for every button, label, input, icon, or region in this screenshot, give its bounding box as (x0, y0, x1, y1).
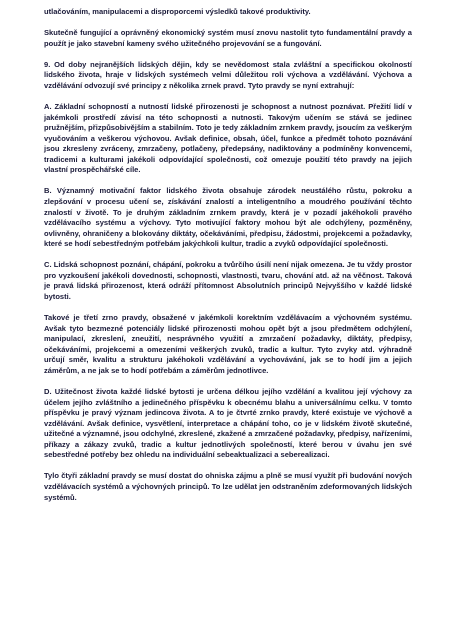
document-page (44, 7, 412, 514)
paragraph-economic-system: Skutečně fungující a oprávněný ekonomický systém musí znovu nastolit tyto fundamentální pravdy a použít je jako stavební kameny svého užitečného projevování se a fungování. (44, 28, 412, 48)
paragraph-point-b: B. Významný motivační faktor lidského života obsahuje zárodek neustálého růstu, pokroku a zlepšování v procesu učení se, získávání znalostí a inteligentního a moudrého používání těchto znalostí v životě. To je druhým základním zrnkem pravdy, která je v pozadí jakéhokoli pravého vzdělávacího systému a výchovy. Tyto motivující faktory mohou být ale odchýleny, pozměněny, ovlivněny, ohraničeny a blokovány diktáty, očekáváními, předpisu, žádostmi, projekcemi a požadavky, které se hodí sebestředným potřebám jakýchkoli kultur, tradic a zvyků odpovídající společnosti. (44, 186, 412, 249)
paragraph-point-d: D. Užitečnost života každé lidské bytosti je určena délkou jejího vzdělání a kvalitou její výchovy za účelem jejího zvláštního a jedinečného příspěvku k obecnému blahu a universálnímu celku. V tomto příspěvku je pravý význam jedincova života. A to je čtvrté zrnko pravdy, které existuje ve výchově a vzdělávání. Avšak definice, vysvětlení, interpretace a chápání toho, co je v lidském životě skutečné, užitečné a významné, jsou odchylné, zkreslené, zkažené a zmrzačené požadavky, předpisy, nařízeními, příkazy a zákazy zvuků, tradic a kultur jednotlivých společností, které berou v úvahu jen své sebestředné potřeby bez ohledu na individuální sebeaktualizaci a seberealizaci. (44, 387, 412, 460)
paragraph-point-9: 9. Od doby nejranějších lidských dějin, kdy se nevědomost stala zvláštní a specifickou okolností lidského života, hraje v lidských systémech velmi důležitou roli výchova a vzdělávání. Výchova a vzdělávání odvozují své principy z několika zrnek pravd. Tyto pravdy se nyní extrahují: (44, 59, 412, 90)
paragraph-continuation: utlačováním, manipulacemi a disproporcemi výsledků takové produktivity. (44, 7, 311, 16)
paragraph-point-c: C. Lidská schopnost poznání, chápání, pokroku a tvůrčího úsilí není nijak omezena. Je tu vždy prostor pro vyzkoušení jakékoli dovednosti, schopnosti, vlastnosti, tvaru, chování atd. až na věčnost. Taková je pravá lidská přirozenost, která odráží přítomnost Absolutních principů Nejvyššího v každé lidské bytosti. (44, 260, 412, 301)
paragraph-conclusion: Tylo čtyři základní pravdy se musí dostat do ohniska zájmu a plně se musí využít při budování nových vzdělávacích systémů a výchovných principů. To lze udělat jen odstraněním zdeformovaných lidských systémů. (44, 471, 412, 502)
paragraph-point-a: A. Základní schopností a nutností lidské přirozenosti je schopnost a nutnost poznávat. Přežití lidí v jakémkoli prostředí závisí na této schopnosti a nutnosti. Takovým učením se stává se jedinec pružnějším, přizpůsobivějším a stabilním. Toto je tedy základním zrnkem pravdy, jsoucím za veškerým vyučováním a veškerou výchovou. Avšak definice, obsah, účel, funkce a předmět tohoto poznávání jsou zkresleny zvráceny, zmrzačeny, potlačeny, předepsány, nadiktovány a podmíněny konvencemi, tradicemi a kulturami jakékoli odpovídající společnosti, což omezuje použití této pravdy na jejich vlastní prospěchářské cíle. (44, 102, 412, 175)
paragraph-third-truth: Takové je třetí zrno pravdy, obsažené v jakémkoli korektním vzdělávacím a výchovném systému. Avšak tyto bezmezné potenciály lidské přirozenosti mohou opět být a jsou předmětem odchýlení, manipulací, zkreslení, zneužití, nesprávného využití a zmrzačení požadavky, diktáty, předpisy, očekáváními, projekcemi a omezeními veškerých zvuků, tradic a kultur. Tyto zvyky atd. výhradně určují směr, kvalitu a strukturu jakéhokoli vzdělávání a vychovávání, jak se to hodí jim a jejich záměrům, a ne jak se to hodí potřebám a záměrům jednotlivce. (44, 313, 412, 375)
